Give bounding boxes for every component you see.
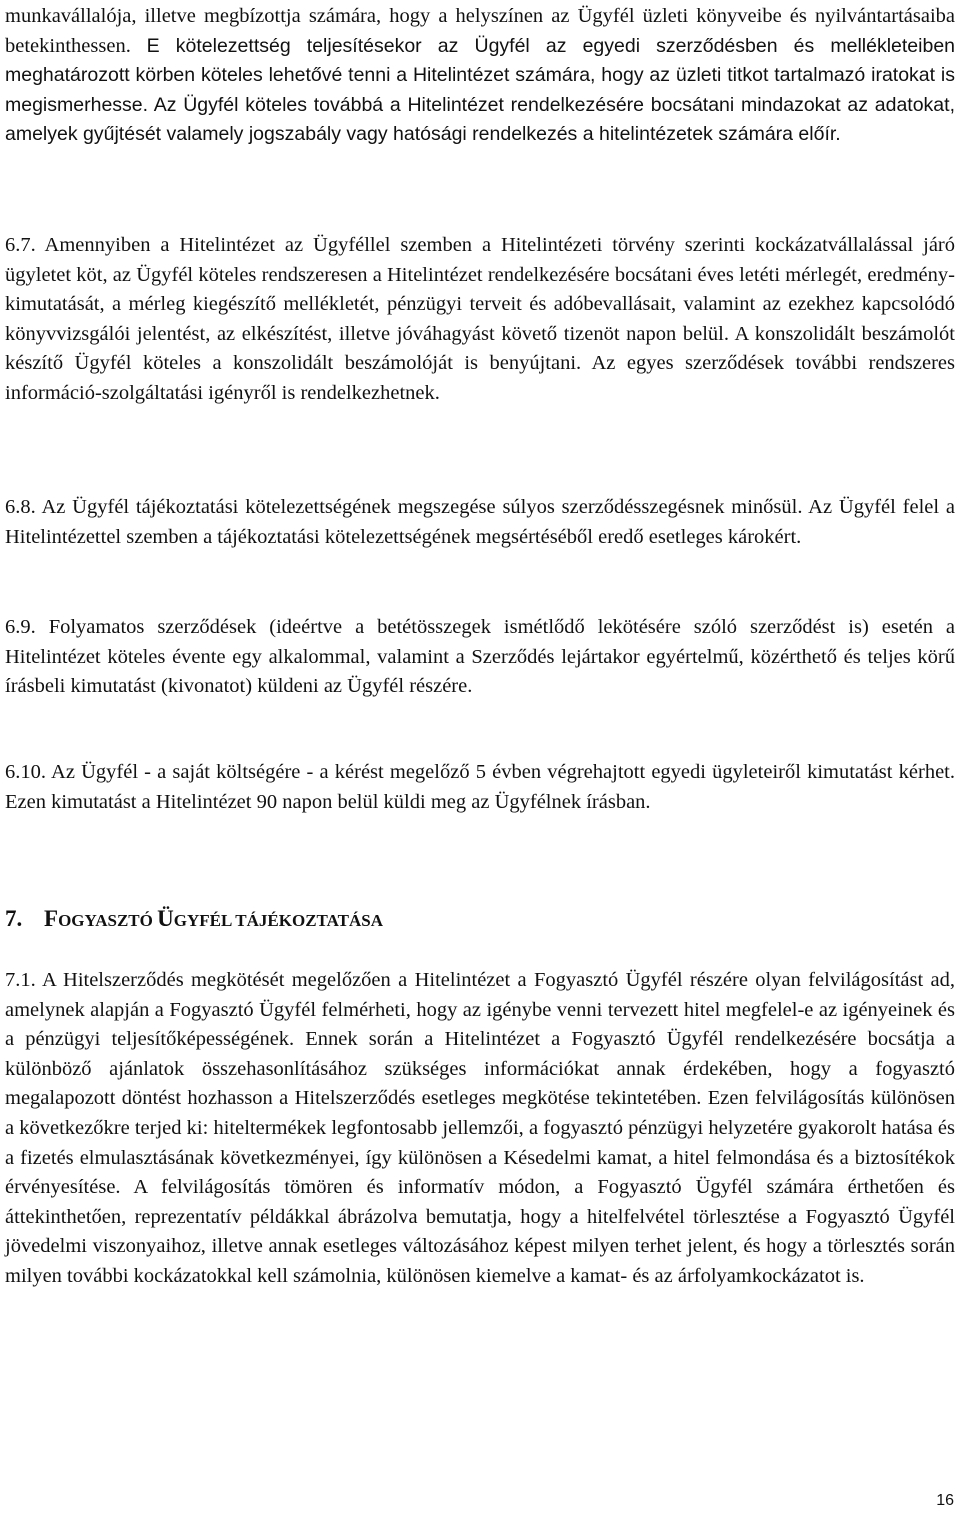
paragraph-text: Az Ügyfél tájékoztatási kötelezettségének megszegése súlyos szerződésszegésnek minősül. Az Ügyfél felel a Hitelintézettel szemben a tájékoztatási kötelezettségének megsértéséből eredő esetleges károkért. bbox=[5, 496, 955, 548]
paragraph-text: Az Ügyfél - a saját költségére - a kérést megelőző 5 évben végrehajtott egyedi ügyleteiről kimutatást kérhet. Ezen kimutatást a Hitelintézet 90 napon belül küldi meg az Ügyfélnek írásban. bbox=[5, 761, 955, 813]
paragraph-text: Folyamatos szerződések (ideértve a betétösszegek ismétlődő lekötésére szóló szerződést is) esetén a Hitelintézet köteles évente egy alkalommal, valamint a Szerződés lejártakor egyértelmű, közérthető és teljes körű írásbeli kimutatást (kivonatot) küldeni az Ügyfél részére. bbox=[5, 616, 956, 698]
heading-part-2: GYFÉL TÁJÉKOZTATÁSA bbox=[173, 911, 383, 930]
page-number: 16 bbox=[936, 1492, 954, 1509]
paragraph-number: 6.8. bbox=[5, 496, 36, 518]
section-heading-7 bbox=[5, 904, 955, 936]
paragraph-number: 6.7. bbox=[5, 234, 36, 256]
paragraph-text: A Hitelszerződés megkötését megelőzően a Hitelintézet a Fogyasztó Ügyfél részére olyan felvilágosítást ad, amelynek alapján a Fogyasztó Ügyfél felmérheti, hogy az igénybe venni tervezett hitel megfelel-e az igényeinek és a pénzügyi teljesítőképességének. Ennek során a Hitelintézet a Fogyasztó Ügyfél rendelkezésére bocsátja a különböző ajánlatok összehasonlításához szükséges információkat annak érdekében, hogy a fogyasztó megalapozott döntést hozhasson a Hitelszerződés esetleges megkötése tekintetében. Ezen felvilágosítás különösen a következőkre terjed ki: hiteltermékek legfontosabb jellemzői, a fogyasztó pénzügyi helyzetére gyakorolt hatása és a fizetés elmulasztásának következményei, így különösen a Késedelmi kamat, a hitel felmondása és a biztosítékok érvényesítése. A felvilágosítás tömören és informatív módon, a Fogyasztó Ügyfél számára érthetően és áttekinthetően, reprezentatív példákkal ábrázolva bemutatja, hogy a hitelfelvétel törlesztése a Fogyasztó Ügyfél jövedelmi viszonyaihoz, illetve annak esetleges változásához képest milyen terhet jelent, és hogy a törlesztés során milyen további kockázatokkal kell számolnia, különösen kiemelve a kamat- és az árfolyamkockázatot is. bbox=[5, 969, 956, 1287]
paragraph-text: munkavállalója, illetve megbízottja számára, hogy a helyszínen az Ügyfél üzleti könyveibe és nyilvántartásaiba betekinthessen. bbox=[5, 5, 955, 57]
heading-number: 7. bbox=[5, 906, 23, 931]
paragraph-7-1 bbox=[5, 966, 955, 1292]
paragraph-text: Amennyiben a Hitelintézet az Ügyféllel szemben a Hitelintézeti törvény szerinti kockázatvállalással járó ügyletet köt, az Ügyfél köteles rendszeresen a Hitelintézet rendelkezésére bocsátani éves letéti mérlegét, eredmény-kimutatását, a mérleg kiegészítő mellékletét, pénzügyi terveit és adóbevallásait, valamint az ezekhez kapcsolódó könyvvizsgálói jelentést, az elkészítést, illetve jóváhagyást követő tizenöt napon belül. A konszolidált beszámolót készítő Ügyfél köteles a konszolidált beszámolóját is benyújtani. Az egyes szerződések további rendszeres információ-szolgáltatási igényről is rendelkezhetnek. bbox=[5, 234, 956, 404]
paragraph-number: 6.10. bbox=[5, 761, 46, 783]
heading-part-1: OGYASZTÓ bbox=[58, 911, 158, 930]
paragraph-number: 6.9. bbox=[5, 616, 36, 638]
paragraph-6-7 bbox=[5, 231, 955, 409]
paragraph-6-8 bbox=[5, 493, 955, 552]
paragraph-6-9 bbox=[5, 613, 955, 702]
heading-cap-u: Ü bbox=[157, 906, 174, 931]
paragraph-6-6-continuation bbox=[5, 2, 955, 150]
heading-cap-f: F bbox=[44, 906, 59, 931]
paragraph-number: 7.1. bbox=[5, 969, 36, 991]
paragraph-text-sans: E kötelezettség teljesítésekor az Ügyfél az egyedi szerződésben és mellékleteiben meghatározott körben köteles lehetővé tenni a Hitelintézet számára, hogy az üzleti titkot tartalmazó iratokat is megismerhesse. Az Ügyfél köteles továbbá a Hitelintézet rendelkezésére bocsátani mindazokat az adatokat, amelyek gyűjtését valamely jogszabály vagy hatósági rendelkezés a hitelintézetek számára előír. bbox=[5, 34, 956, 146]
paragraph-6-10 bbox=[5, 758, 955, 817]
